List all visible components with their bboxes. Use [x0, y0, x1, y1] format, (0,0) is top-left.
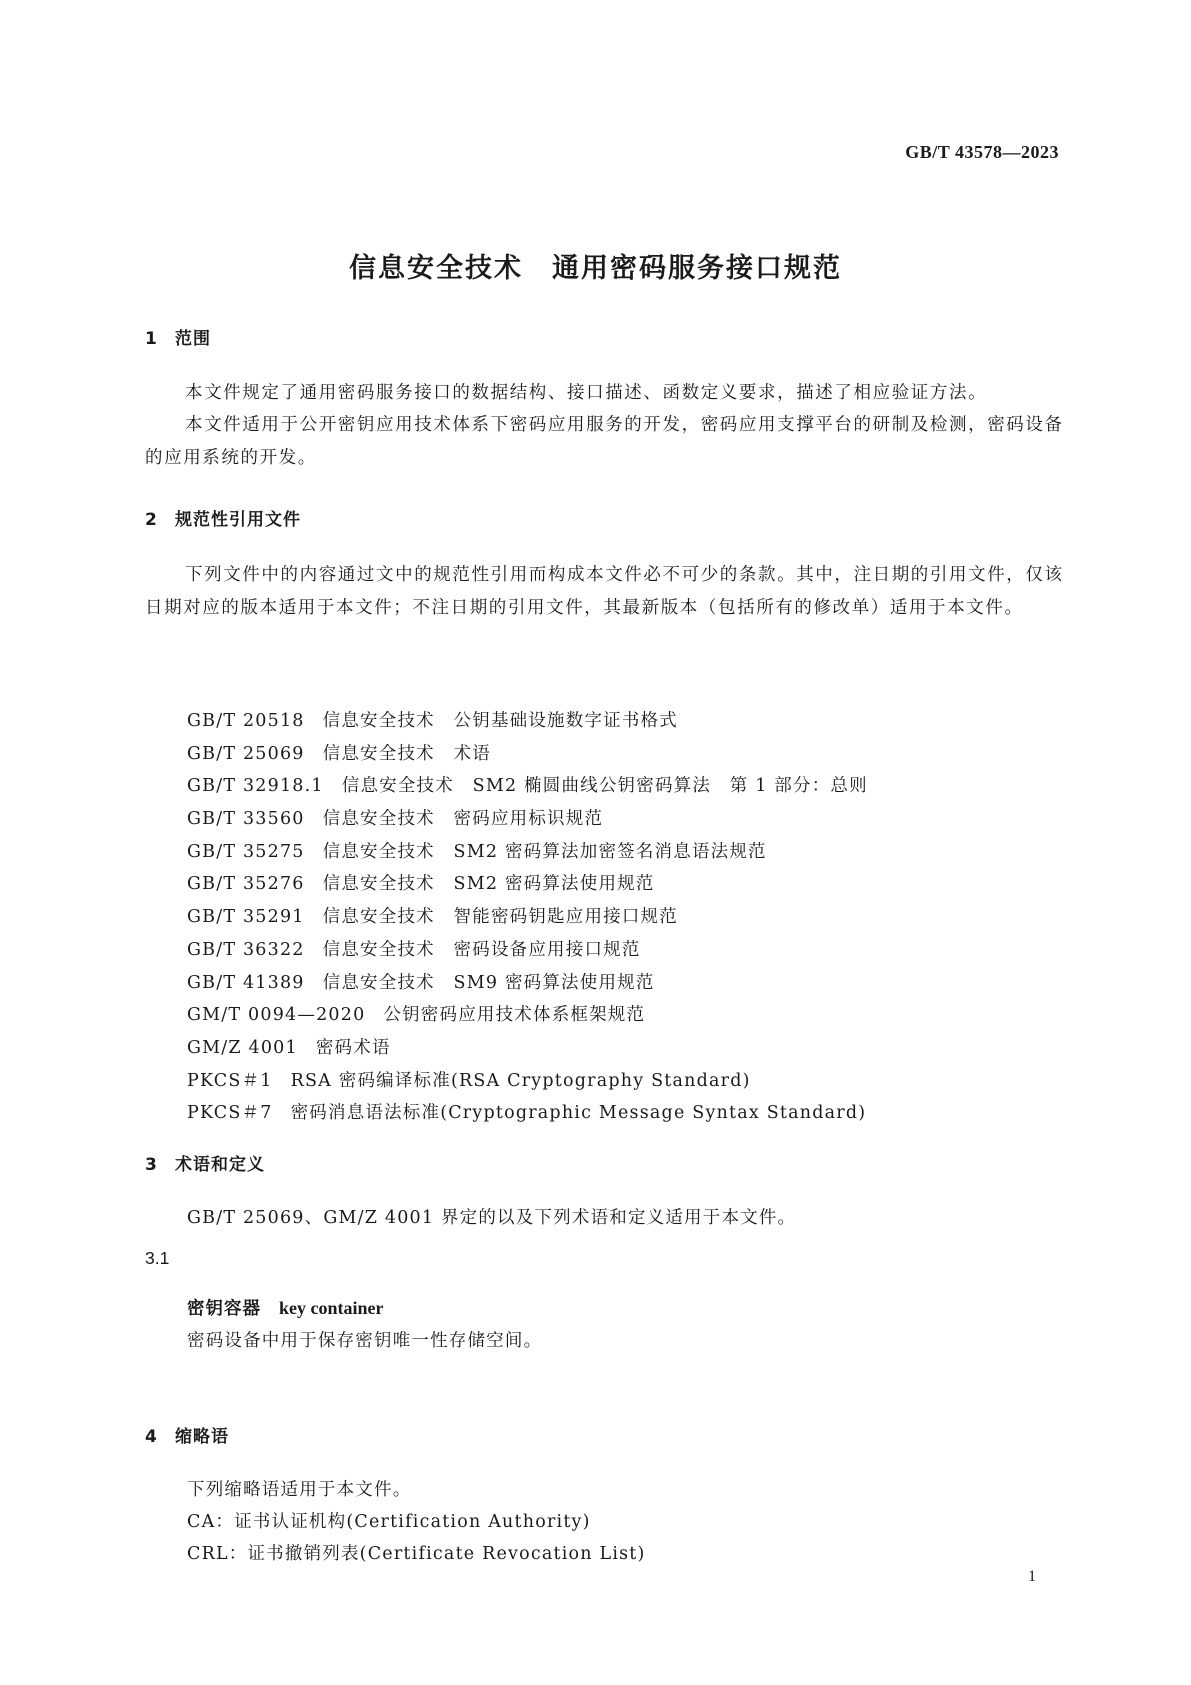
term-heading: [187, 1295, 383, 1320]
reference-title: 信息安全技术 SM2 密码算法使用规范: [322, 874, 655, 895]
reference-code: GM/Z 4001: [187, 1037, 298, 1058]
reference-item: [187, 705, 868, 738]
reference-title: 信息安全技术 SM2 密码算法加密签名消息语法规范: [322, 841, 767, 862]
section-number: 3: [145, 1155, 158, 1175]
section-heading-normative-references: [145, 505, 301, 530]
reference-code: GB/T 20518: [187, 711, 305, 731]
reference-item: [187, 934, 868, 967]
term-name-zh: 密钥容器: [187, 1299, 261, 1319]
reference-code: GB/T 33560: [187, 809, 305, 830]
abbreviation-item: CA：证书认证机构(Certification Authority): [187, 1512, 591, 1532]
term-definition: 密码设备中用于保存密钥唯一性存储空间。: [187, 1331, 543, 1351]
reference-item: [187, 803, 868, 836]
normative-intro-paragraph: 下列文件中的内容通过文中的规范性引用而构成本文件必不可少的条款。其中，注日期的引用文件，仅该日期对应的版本适用于本文件；不注日期的引用文件，其最新版本（包括所有的修改单）适用于本文件。: [145, 565, 1064, 618]
reference-title: 信息安全技术 SM9 密码算法使用规范: [322, 972, 655, 993]
section-number: 4: [145, 1427, 158, 1447]
reference-title: 信息安全技术 密码应用标识规范: [322, 809, 604, 830]
term-name-en: key container: [279, 1298, 384, 1318]
section-heading-terms: [145, 1150, 265, 1175]
scope-paragraph-2: 本文件适用于公开密钥应用技术体系下密码应用服务的开发，密码应用支撑平台的研制及检测，密码设备的应用系统的开发。: [145, 415, 1064, 468]
reference-title: 公钥密码应用技术体系框架规范: [383, 1005, 646, 1026]
reference-item: [187, 836, 868, 869]
term-number: 3.1: [145, 1248, 170, 1268]
section-number: 2: [145, 510, 158, 530]
document-code: GB/T 43578—2023: [905, 142, 1059, 162]
section-heading-abbreviations: [145, 1422, 229, 1447]
reference-item: [187, 901, 868, 934]
reference-item: [187, 999, 868, 1032]
reference-code: GM/T 0094—2020: [187, 1005, 366, 1026]
reference-item: [187, 868, 868, 901]
reference-code: GB/T 41389: [187, 972, 305, 993]
reference-title: 密码消息语法标准(Cryptographic Message Syntax Standard): [290, 1103, 867, 1124]
reference-list: [187, 705, 868, 1130]
reference-title: 信息安全技术 术语: [322, 743, 491, 764]
abbreviation-item: CRL：证书撤销列表(Certificate Revocation List): [187, 1544, 646, 1564]
reference-code: GB/T 35291: [187, 907, 305, 928]
reference-title: 密码术语: [315, 1037, 391, 1058]
reference-code: GB/T 25069: [187, 743, 305, 764]
reference-item: [187, 770, 868, 803]
document-title: 信息安全技术 通用密码服务接口规范: [349, 253, 842, 284]
reference-item: [187, 738, 868, 771]
reference-code: GB/T 35276: [187, 874, 305, 895]
reference-code: GB/T 32918.1: [187, 776, 324, 797]
terms-intro-paragraph: GB/T 25069、GM/Z 4001 界定的以及下列术语和定义适用于本文件。: [187, 1208, 797, 1228]
reference-code: GB/T 36322: [187, 939, 305, 960]
section-number: 1: [145, 329, 158, 349]
scope-paragraph-1: 本文件规定了通用密码服务接口的数据结构、接口描述、函数定义要求，描述了相应验证方法。: [185, 383, 988, 403]
abbreviations-intro: 下列缩略语适用于本文件。: [187, 1480, 412, 1500]
section-title: 缩略语: [175, 1427, 229, 1447]
reference-code: PKCS＃7: [187, 1103, 273, 1124]
reference-code: GB/T 35275: [187, 841, 305, 862]
reference-title: 信息安全技术 智能密码钥匙应用接口规范: [322, 907, 678, 928]
reference-item: [187, 1097, 868, 1130]
reference-item: [187, 1065, 868, 1098]
reference-item: [187, 967, 868, 1000]
reference-title: 信息安全技术 密码设备应用接口规范: [322, 939, 641, 960]
reference-title: 信息安全技术 公钥基础设施数字证书格式: [322, 711, 678, 731]
reference-title: 信息安全技术 SM2 椭圆曲线公钥密码算法 第 1 部分：总则: [341, 776, 868, 797]
section-title: 规范性引用文件: [175, 510, 301, 530]
section-title: 范围: [175, 329, 211, 349]
reference-title: RSA 密码编译标准(RSA Cryptography Standard): [290, 1070, 751, 1091]
page-number: 1: [1028, 1568, 1036, 1585]
reference-item: [187, 1032, 868, 1065]
reference-code: PKCS＃1: [187, 1070, 273, 1091]
section-heading-scope: [145, 324, 211, 349]
section-title: 术语和定义: [175, 1155, 265, 1175]
